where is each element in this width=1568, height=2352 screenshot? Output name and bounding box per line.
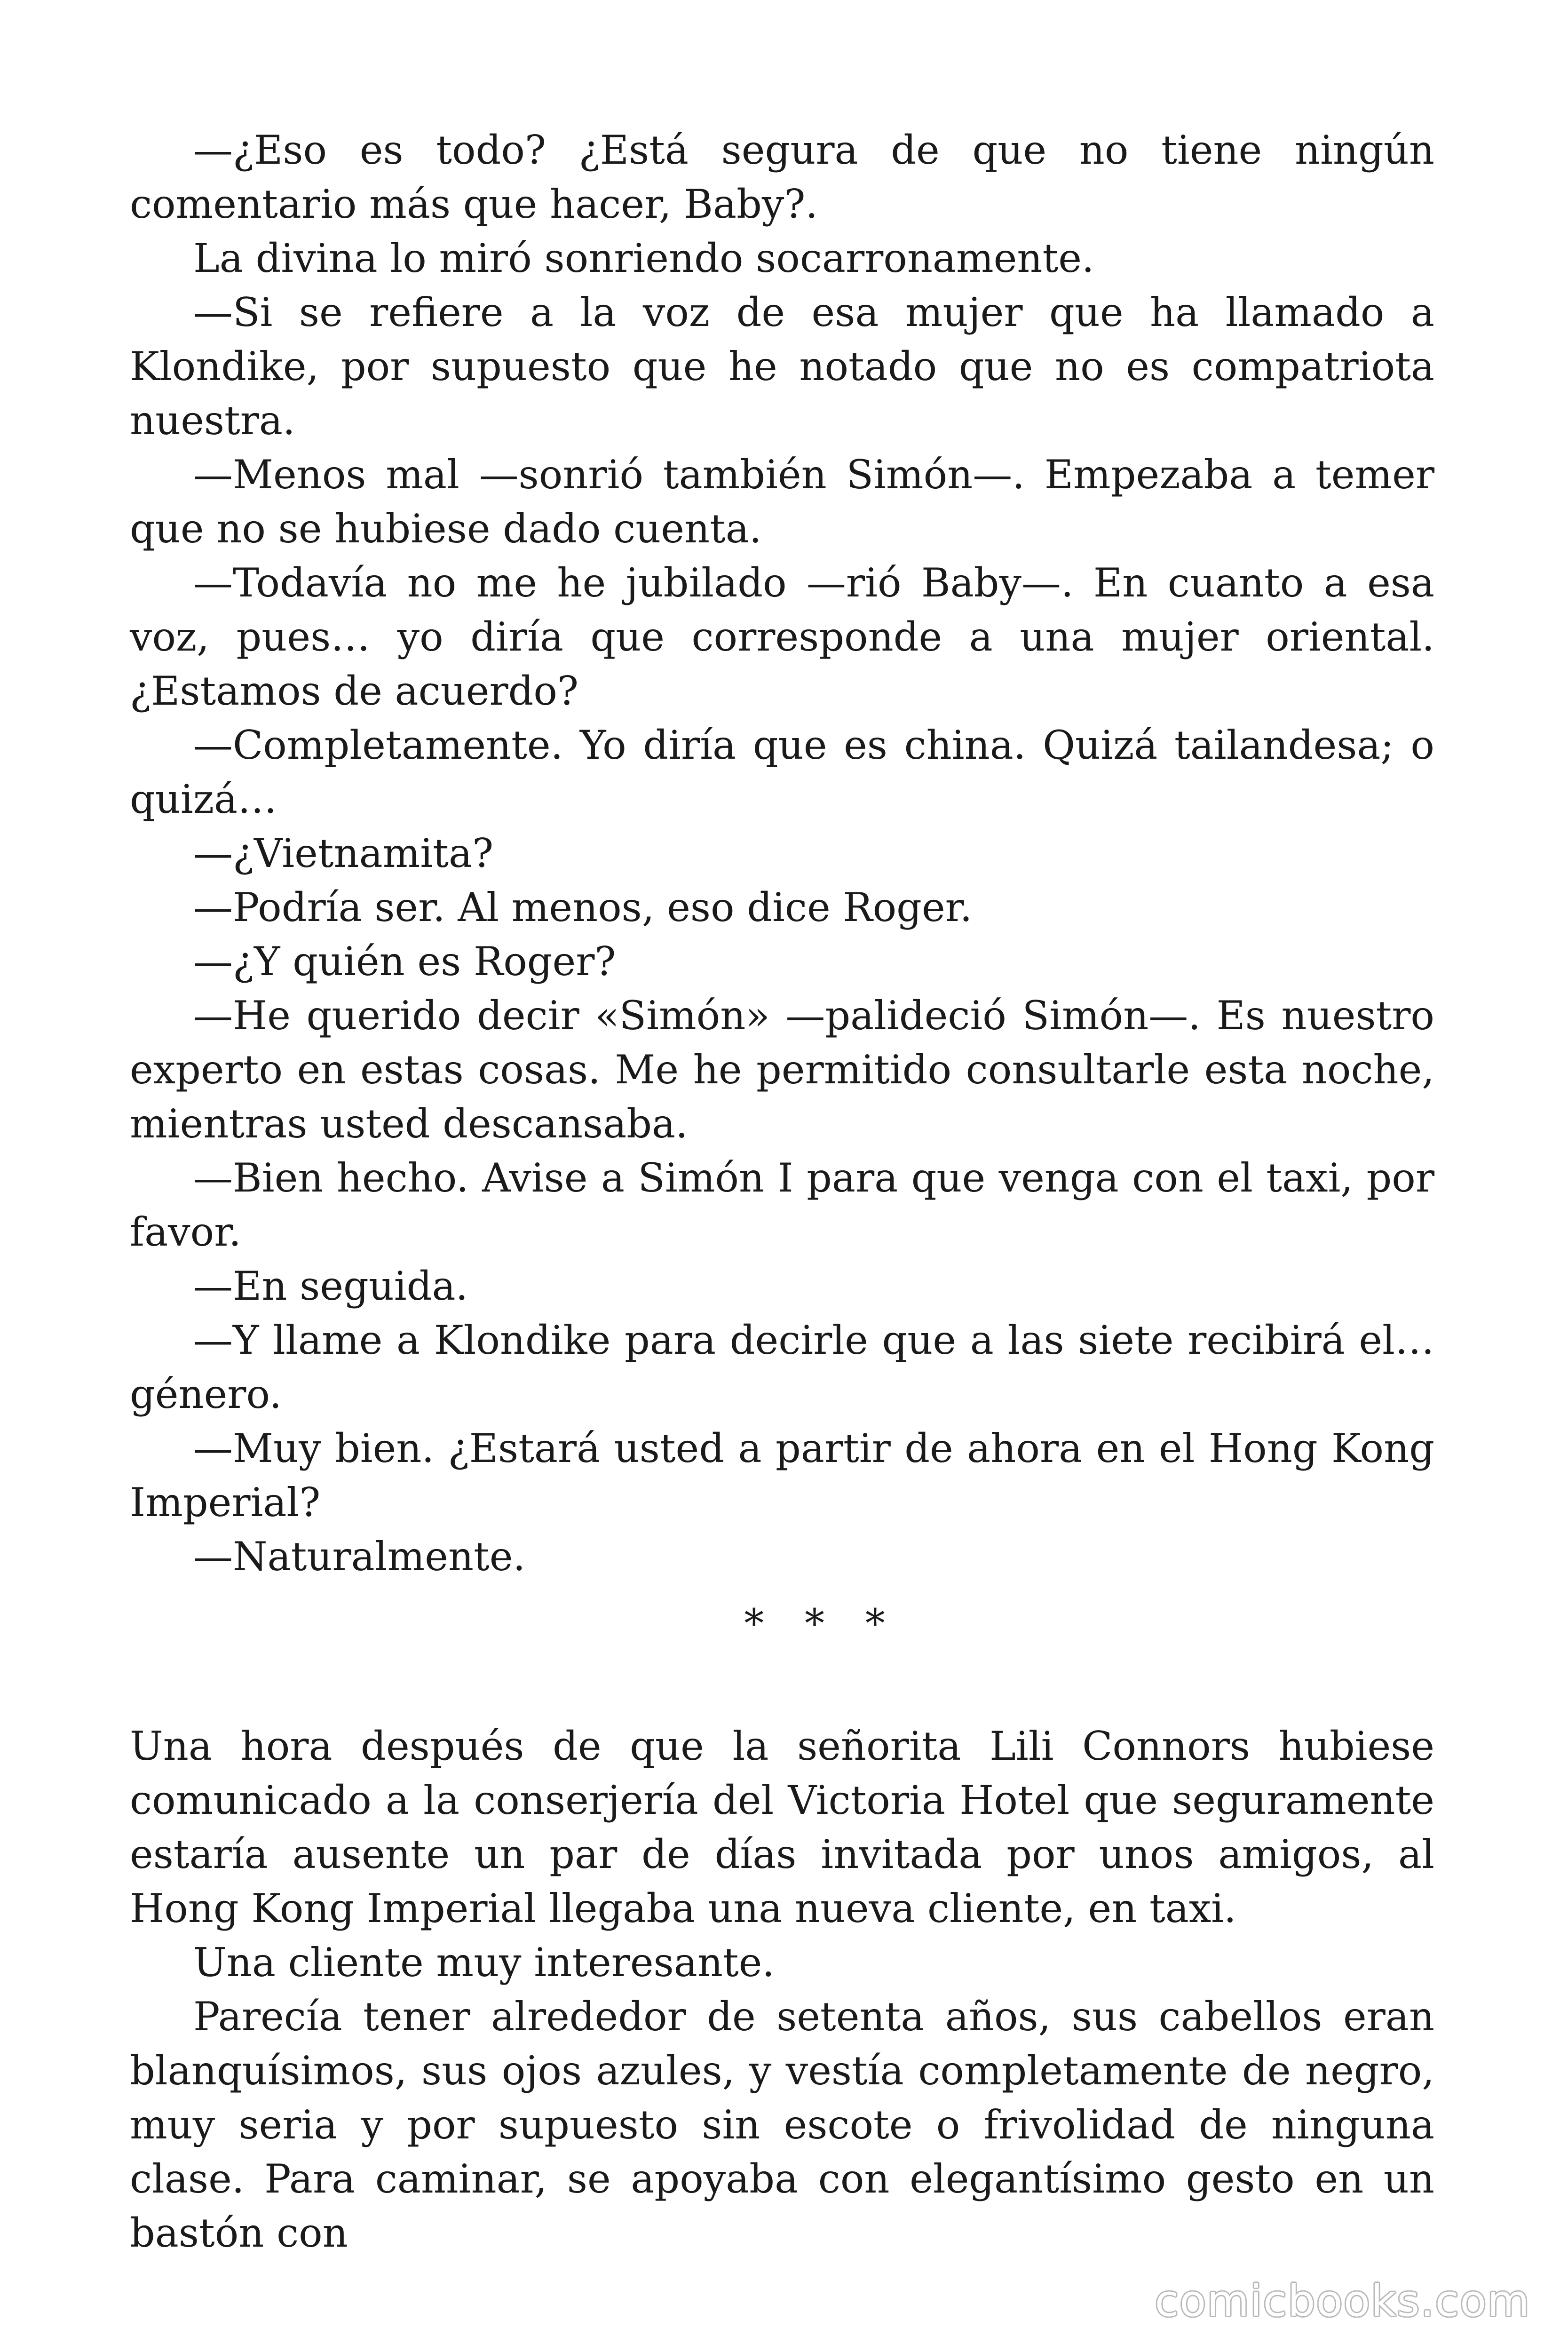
dialogue-section [130,123,1434,1584]
paragraph: —Completamente. Yo diría que es china. Quizá tailandesa; o quizá… [130,722,1434,822]
narrative-section [130,1719,1434,2260]
paragraph: Parecía tener alrededor de setenta años, sus cabellos eran blanquísimos, sus ojos azules, y vestía completamente de negro, muy seria y por supuesto sin escote o frivolidad de ninguna clase. Para caminar, se apoyaba con elegantísimo gesto en un bastón con [130,1994,1434,2256]
paragraph: —Podría ser. Al menos, eso dice Roger. [193,884,973,930]
paragraph: —¿Eso es todo? ¿Está segura de que no tiene ningún comentario más que hacer, Baby?. [130,127,1434,227]
paragraph: —Todavía no me he jubilado —rió Baby—. En cuanto a esa voz, pues… yo diría que corresponde a una mujer oriental. ¿Estamos de acuerdo? [130,560,1434,714]
paragraph: —He querido decir «Simón» —palideció Simón—. Es nuestro experto en estas cosas. Me he permitido consultarle esta noche, mientras usted descansaba. [130,993,1434,1147]
watermark: comicbooks.com [1155,2276,1530,2326]
paragraph: Una cliente muy interesante. [193,1939,775,1986]
paragraph: La divina lo miró sonriendo socarronamente. [193,235,1094,281]
paragraph: —Naturalmente. [193,1534,526,1580]
paragraph: —Si se refiere a la voz de esa mujer que ha llamado a Klondike, por supuesto que he notado que no es compatriota nuestra. [130,289,1434,444]
paragraph: —Muy bien. ¿Estará usted a partir de ahora en el Hong Kong Imperial? [130,1425,1434,1526]
scene-break: * * * [744,1600,899,1646]
paragraph: —Menos mal —sonrió también Simón—. Empezaba a temer que no se hubiese dado cuenta. [130,452,1434,552]
paragraph: —En seguida. [193,1263,468,1309]
paragraph: —Bien hecho. Avise a Simón I para que venga con el taxi, por favor. [130,1155,1434,1255]
paragraph: —¿Y quién es Roger? [193,938,616,985]
paragraph: Una hora después de que la señorita Lili Connors hubiese comunicado a la conserjería del Victoria Hotel que seguramente estaría ausente un par de días invitada por unos amigos, al Hong Kong Imperial llegaba una nueva cliente, en taxi. [130,1723,1434,1931]
paragraph: —¿Vietnamita? [193,830,494,876]
paragraph: —Y llame a Klondike para decirle que a las siete recibirá el… género. [130,1317,1434,1417]
